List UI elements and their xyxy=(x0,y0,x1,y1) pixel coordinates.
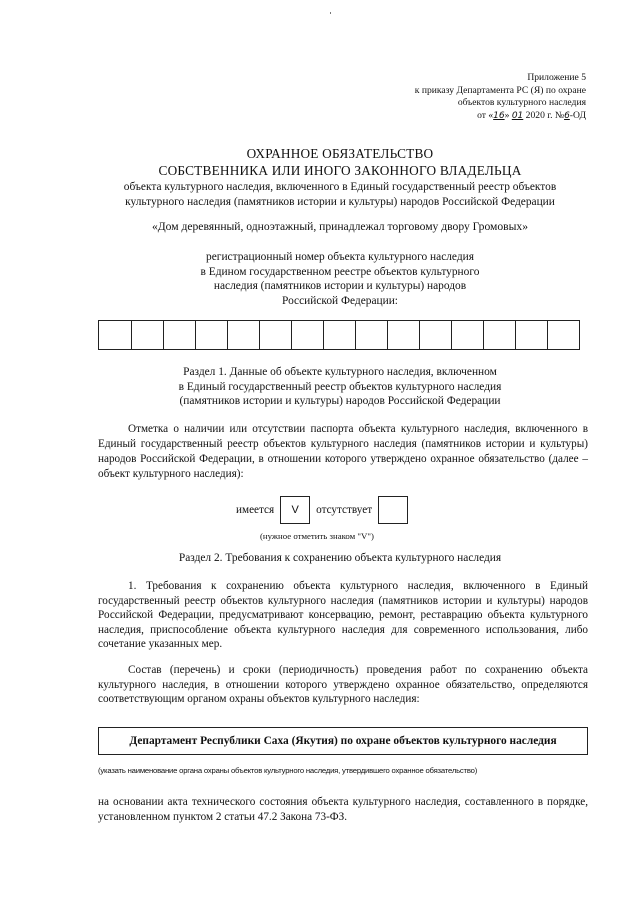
order-number: 6 xyxy=(564,110,570,121)
regnum-cell[interactable] xyxy=(291,321,323,349)
order-suffix: -ОД xyxy=(569,109,586,121)
regnum-line-1: регистрационный номер объекта культурного наследия xyxy=(206,251,474,263)
regnum-cell[interactable] xyxy=(99,321,131,349)
regnum-cell[interactable] xyxy=(163,321,195,349)
passport-paragraph xyxy=(98,422,588,482)
section-1-heading xyxy=(150,365,530,409)
regnum-cell[interactable] xyxy=(323,321,355,349)
subtitle-line-1: объекта культурного наследия, включенного в Единый государственный реестр объектов xyxy=(123,181,557,193)
regnum-cell[interactable] xyxy=(419,321,451,349)
department-note: (указать наименование органа охраны объектов культурного наследия, утвердившего охранное обязательство) xyxy=(98,766,478,775)
section-2-heading: Раздел 2. Требования к сохранению объекта культурного наследия xyxy=(178,552,502,564)
subtitle-line-2: культурного наследия (памятников истории и культуры) народов Российской Федерации xyxy=(125,195,555,208)
regnum-line-4: Российской Федерации: xyxy=(282,294,398,307)
check-note: (нужное отметить знаком "V") xyxy=(260,531,374,541)
scan-mark xyxy=(330,12,331,14)
present-label: имеется xyxy=(236,504,275,516)
title-line-2: СОБСТВЕННИКА ИЛИ ИНОГО ЗАКОННОГО ВЛАДЕЛЬЦА xyxy=(158,163,522,178)
regnum-cell[interactable] xyxy=(195,321,227,349)
regnum-cell[interactable] xyxy=(515,321,547,349)
registration-number-grid[interactable] xyxy=(98,320,580,350)
appendix-line-2: к приказу Департамента РС (Я) по охране xyxy=(414,84,586,96)
date-month: 01 xyxy=(511,110,524,121)
requirements-paragraph-text: 1. Требования к сохранению объекта культурного наследия, включенного в Единый государственный реестр объектов культурного наследия (памятников истории и культуры) народов Российской Федерации, предусматривают консервацию, ремонт, реставрацию объекта культурного наследия, приспособление объекта культурного наследия для современного использования, либо сочетание указанных мер. xyxy=(98,580,588,650)
registration-number-label xyxy=(150,250,530,308)
appendix-line-1: Приложение 5 xyxy=(527,72,586,83)
requirements-paragraph xyxy=(98,579,588,652)
regnum-cell[interactable] xyxy=(483,321,515,349)
title-line-1: ОХРАННОЕ ОБЯЗАТЕЛЬСТВО xyxy=(246,146,434,161)
section1-line-2: в Единый государственный реестр объектов культурного наследия xyxy=(178,380,502,393)
schedule-paragraph-text: Состав (перечень) и сроки (периодичность) проведения работ по сохранению объекта культурного наследия, в отношении которого утверждено охранное обязательство, определяются соответствующим органом охраны объектов культурного наследия: xyxy=(98,664,588,705)
regnum-line-2: в Едином государственном реестре объектов культурного xyxy=(200,265,480,278)
regnum-line-3: наследия (памятников истории и культуры) народов xyxy=(213,280,467,292)
present-checkbox[interactable]: V xyxy=(280,496,310,524)
object-name: «Дом деревянный, одноэтажный, принадлежал торговому двору Громовых» xyxy=(151,220,529,233)
date-day: 16 xyxy=(493,110,505,121)
appendix-header xyxy=(415,72,586,122)
regnum-cell[interactable] xyxy=(387,321,419,349)
regnum-cell[interactable] xyxy=(547,321,579,349)
absent-checkbox[interactable] xyxy=(378,496,408,524)
basis-paragraph: на основании акта технического состояния объекта культурного наследия, составленного в порядке, установленном пунктом 2 статьи 47.2 Закона 73-ФЗ. xyxy=(98,796,588,823)
document-title xyxy=(80,145,600,179)
department-name-field[interactable]: Департамент Республики Саха (Якутия) по охране объектов культурного наследия xyxy=(98,727,588,755)
regnum-cell[interactable] xyxy=(259,321,291,349)
section1-line-3: (памятников истории и культуры) народов Российской Федерации xyxy=(179,395,501,407)
appendix-date-line xyxy=(415,110,586,123)
regnum-cell[interactable] xyxy=(355,321,387,349)
regnum-cell[interactable] xyxy=(227,321,259,349)
regnum-cell[interactable] xyxy=(451,321,483,349)
passport-check-row xyxy=(230,496,408,524)
document-subtitle xyxy=(80,180,600,209)
schedule-paragraph xyxy=(98,663,588,707)
appendix-line-3: объектов культурного наследия xyxy=(457,97,586,108)
date-year: 2020 г. № xyxy=(525,109,565,121)
date-prefix: от « xyxy=(477,109,494,121)
regnum-cell[interactable] xyxy=(131,321,163,349)
section1-line-1: Раздел 1. Данные об объекте культурного наследия, включенном xyxy=(183,366,497,378)
passport-paragraph-text: Отметка о наличии или отсутствии паспорта объекта культурного наследия, включенного в Единый государственный реестр объектов культурного наследия (памятников истории и культуры) народов Российской Федерации, в отношении которого утверждено охранное обязательство (далее – объект культурного наследия): xyxy=(98,423,588,480)
absent-label: отсутствует xyxy=(316,504,373,516)
date-sep: » xyxy=(504,109,510,121)
